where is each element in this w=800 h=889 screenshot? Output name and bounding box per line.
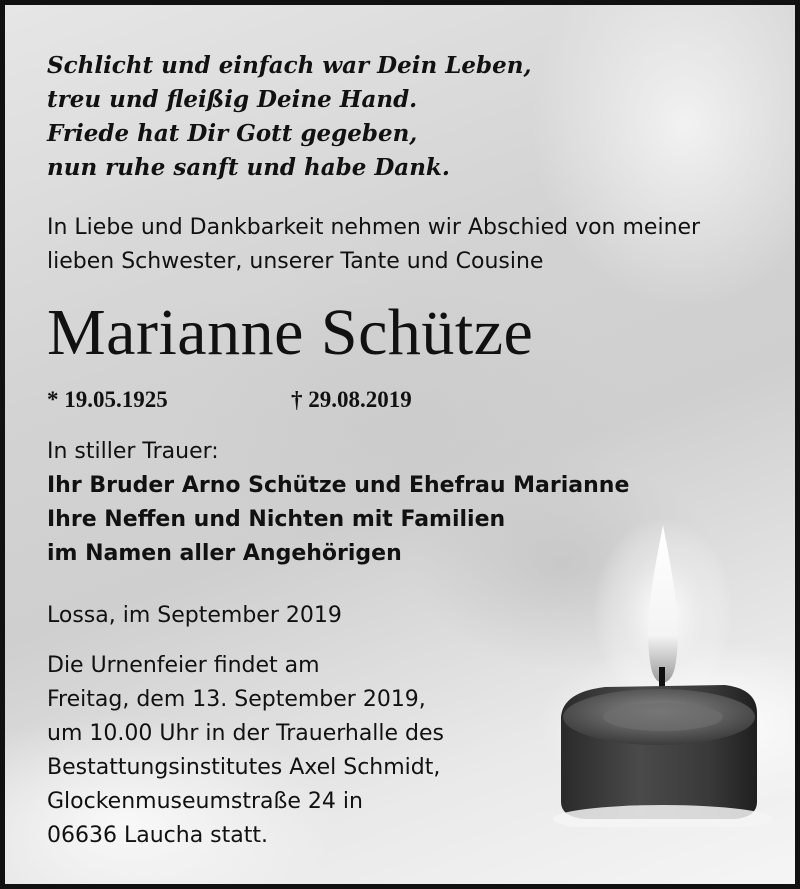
deceased-name: Marianne Schütze bbox=[47, 296, 534, 369]
poem-line: treu und fleißig Deine Hand. bbox=[47, 86, 418, 113]
service-line: Bestattungsinstitutes Axel Schmidt, bbox=[47, 755, 441, 780]
birth-date: * 19.05.1925 bbox=[47, 387, 168, 412]
mourner-line: Ihre Neffen und Nichten mit Familien bbox=[47, 507, 506, 532]
service-line: Freitag, dem 13. September 2019, bbox=[47, 687, 426, 712]
mourners-heading: In stiller Trauer: bbox=[47, 439, 219, 464]
service-line: Die Urnenfeier findet am bbox=[47, 653, 320, 678]
place-date: Lossa, im September 2019 bbox=[47, 603, 342, 628]
service-line: 06636 Laucha statt. bbox=[47, 823, 268, 848]
intro-text bbox=[47, 211, 700, 279]
service-info bbox=[47, 649, 444, 853]
mourner-line: Ihr Bruder Arno Schütze und Ehefrau Marianne bbox=[47, 473, 630, 498]
intro-line: In Liebe und Dankbarkeit nehmen wir Abschied von meiner bbox=[47, 215, 701, 240]
intro-line: lieben Schwester, unserer Tante und Cousine bbox=[47, 249, 544, 274]
death-date: † 29.08.2019 bbox=[291, 387, 412, 412]
poem-line: Schlicht und einfach war Dein Leben, bbox=[47, 52, 532, 79]
candle-icon bbox=[545, 517, 775, 827]
poem-line: Friede hat Dir Gott gegeben, bbox=[47, 120, 418, 147]
mourners bbox=[47, 435, 629, 571]
service-line: Glockenmuseumstraße 24 in bbox=[47, 789, 363, 814]
poem-line: nun ruhe sanft und habe Dank. bbox=[47, 154, 450, 181]
service-line: um 10.00 Uhr in der Trauerhalle des bbox=[47, 721, 445, 746]
mourner-line: im Namen aller Angehörigen bbox=[47, 541, 402, 566]
poem bbox=[47, 49, 531, 185]
